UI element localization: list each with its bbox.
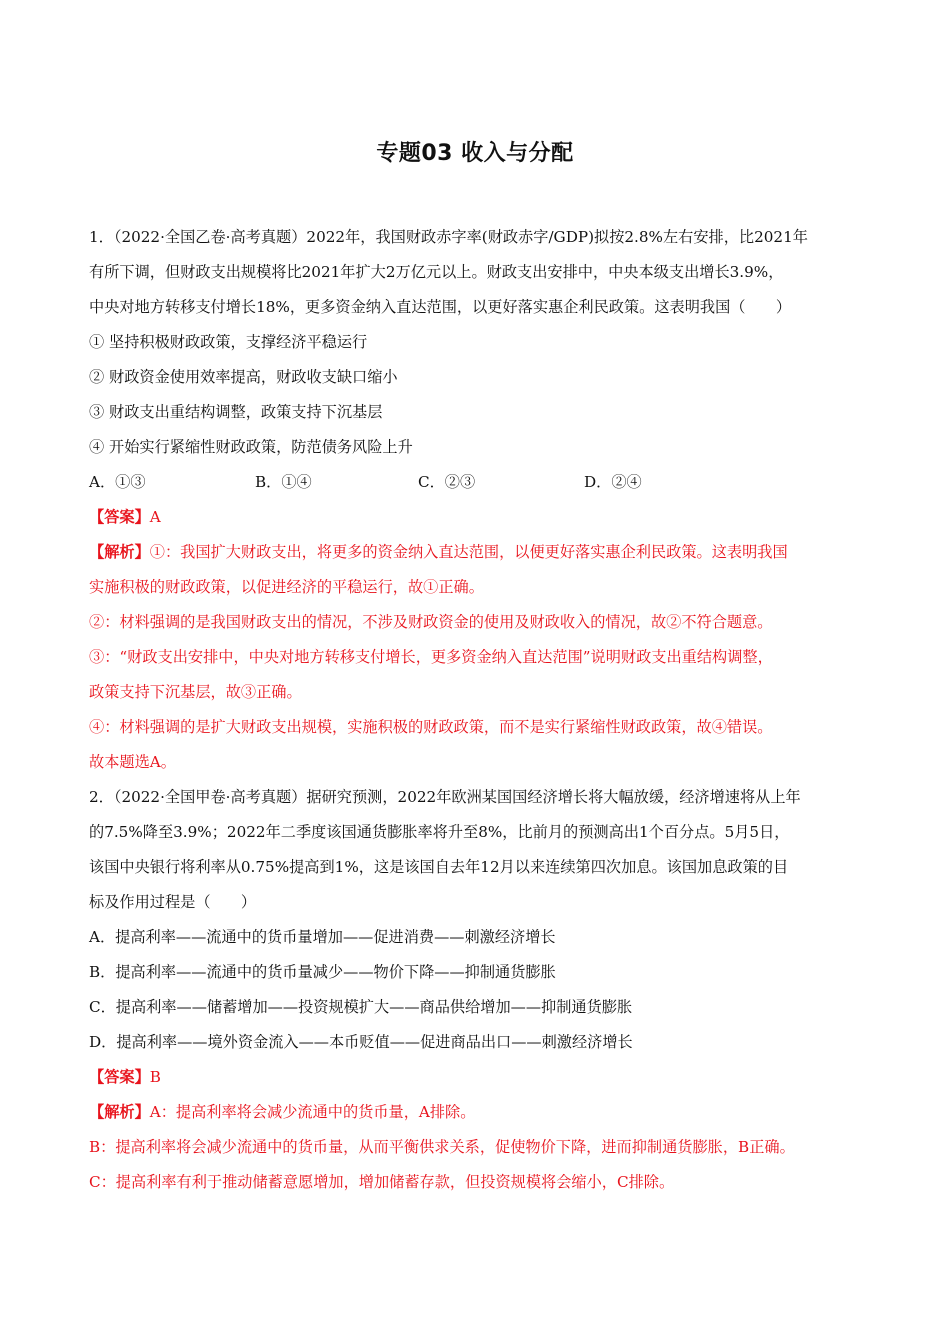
- analysis-line: ②：材料强调的是我国财政支出的情况，不涉及财政资金的使用及财政收入的情况，故②不符合题意。: [89, 613, 773, 631]
- question-2-line: 2．（2022·全国甲卷·高考真题）据研究预测，2022年欧洲某国国经济增长将大幅放缓，经济增速将从上年: [89, 788, 801, 806]
- question-2-option: A．提高利率——流通中的货币量增加——促进消费——刺激经济增长: [89, 928, 556, 946]
- question-1-statement: ③ 财政支出重结构调整，政策支持下沉基层: [89, 403, 383, 421]
- answer-tag: 【答案】: [89, 508, 150, 526]
- option-c: C．②③: [418, 473, 476, 491]
- question-1-line: 有所下调，但财政支出规模将比2021年扩大2万亿元以上。财政支出安排中，中央本级支出增长3.9%，: [89, 263, 784, 281]
- question-2-option: C．提高利率——储蓄增加——投资规模扩大——商品供给增加——抑制通货膨胀: [89, 998, 633, 1016]
- analysis-line: 实施积极的财政政策，以促进经济的平稳运行，故①正确。: [89, 578, 484, 596]
- question-1-line: 中央对地方转移支付增长18%，更多资金纳入直达范围，以更好落实惠企利民政策。这表明我国（ ）: [89, 298, 792, 316]
- option-a: A．①③: [89, 473, 146, 491]
- question-1-statement: ② 财政资金使用效率提高，财政收支缺口缩小: [89, 368, 398, 386]
- analysis-tag: 【解析】: [89, 1103, 150, 1121]
- analysis-line: C：提高利率有利于推动储蓄意愿增加，增加储蓄存款，但投资规模将会缩小，C排除。: [89, 1173, 675, 1191]
- page-title: 专题03 收入与分配: [376, 141, 574, 166]
- analysis-text: ①：我国扩大财政支出，将更多的资金纳入直达范围，以便更好落实惠企利民政策。这表明我国: [149, 543, 788, 561]
- document-body: [89, 220, 864, 1200]
- question-1-options: [89, 465, 864, 500]
- answer-value: A: [149, 508, 161, 526]
- analysis-line: ③：“财政支出安排中，中央对地方转移支付增长，更多资金纳入直达范围”说明财政支出重结构调整，: [89, 648, 773, 666]
- question-2-answer: [89, 1060, 864, 1095]
- analysis-line: B：提高利率将会减少流通中的货币量，从而平衡供求关系，促使物价下降，进而抑制通货膨胀，B正确。: [89, 1138, 795, 1156]
- analysis-line: 政策支持下沉基层，故③正确。: [89, 683, 302, 701]
- question-2-analysis: [89, 1095, 864, 1130]
- question-2-option: B．提高利率——流通中的货币量减少——物价下降——抑制通货膨胀: [89, 963, 556, 981]
- option-d: D．②④: [584, 473, 642, 491]
- question-2-line: 的7.5%降至3.9%；2022年二季度该国通货膨胀率将升至8%，比前月的预测高出1个百分点。5月5日，: [89, 823, 790, 841]
- question-1-analysis: [89, 535, 864, 570]
- analysis-text: A：提高利率将会减少流通中的货币量，A排除。: [149, 1103, 476, 1121]
- question-1-answer: [89, 500, 864, 535]
- analysis-line: 故本题选A。: [89, 753, 176, 771]
- question-1-statement: ① 坚持积极财政政策，支撑经济平稳运行: [89, 333, 368, 351]
- answer-value: B: [149, 1068, 161, 1086]
- analysis-tag: 【解析】: [89, 543, 150, 561]
- question-1-statement: ④ 开始实行紧缩性财政政策，防范债务风险上升: [89, 438, 413, 456]
- question-2-option: D．提高利率——境外资金流入——本币贬值——促进商品出口——刺激经济增长: [89, 1033, 633, 1051]
- analysis-line: ④：材料强调的是扩大财政支出规模，实施积极的财政政策，而不是实行紧缩性财政政策，故④错误。: [89, 718, 773, 736]
- option-b: B．①④: [255, 473, 312, 491]
- question-2-line: 该国中央银行将利率从0.75%提高到1%，这是该国自去年12月以来连续第四次加息。该国加息政策的目: [89, 858, 789, 876]
- question-1-line: 1．（2022·全国乙卷·高考真题）2022年，我国财政赤字率(财政赤字/GDP)拟按2.8%左右安排，比2021年: [89, 228, 808, 246]
- answer-tag: 【答案】: [89, 1068, 150, 1086]
- question-2-line: 标及作用过程是（ ）: [89, 893, 257, 911]
